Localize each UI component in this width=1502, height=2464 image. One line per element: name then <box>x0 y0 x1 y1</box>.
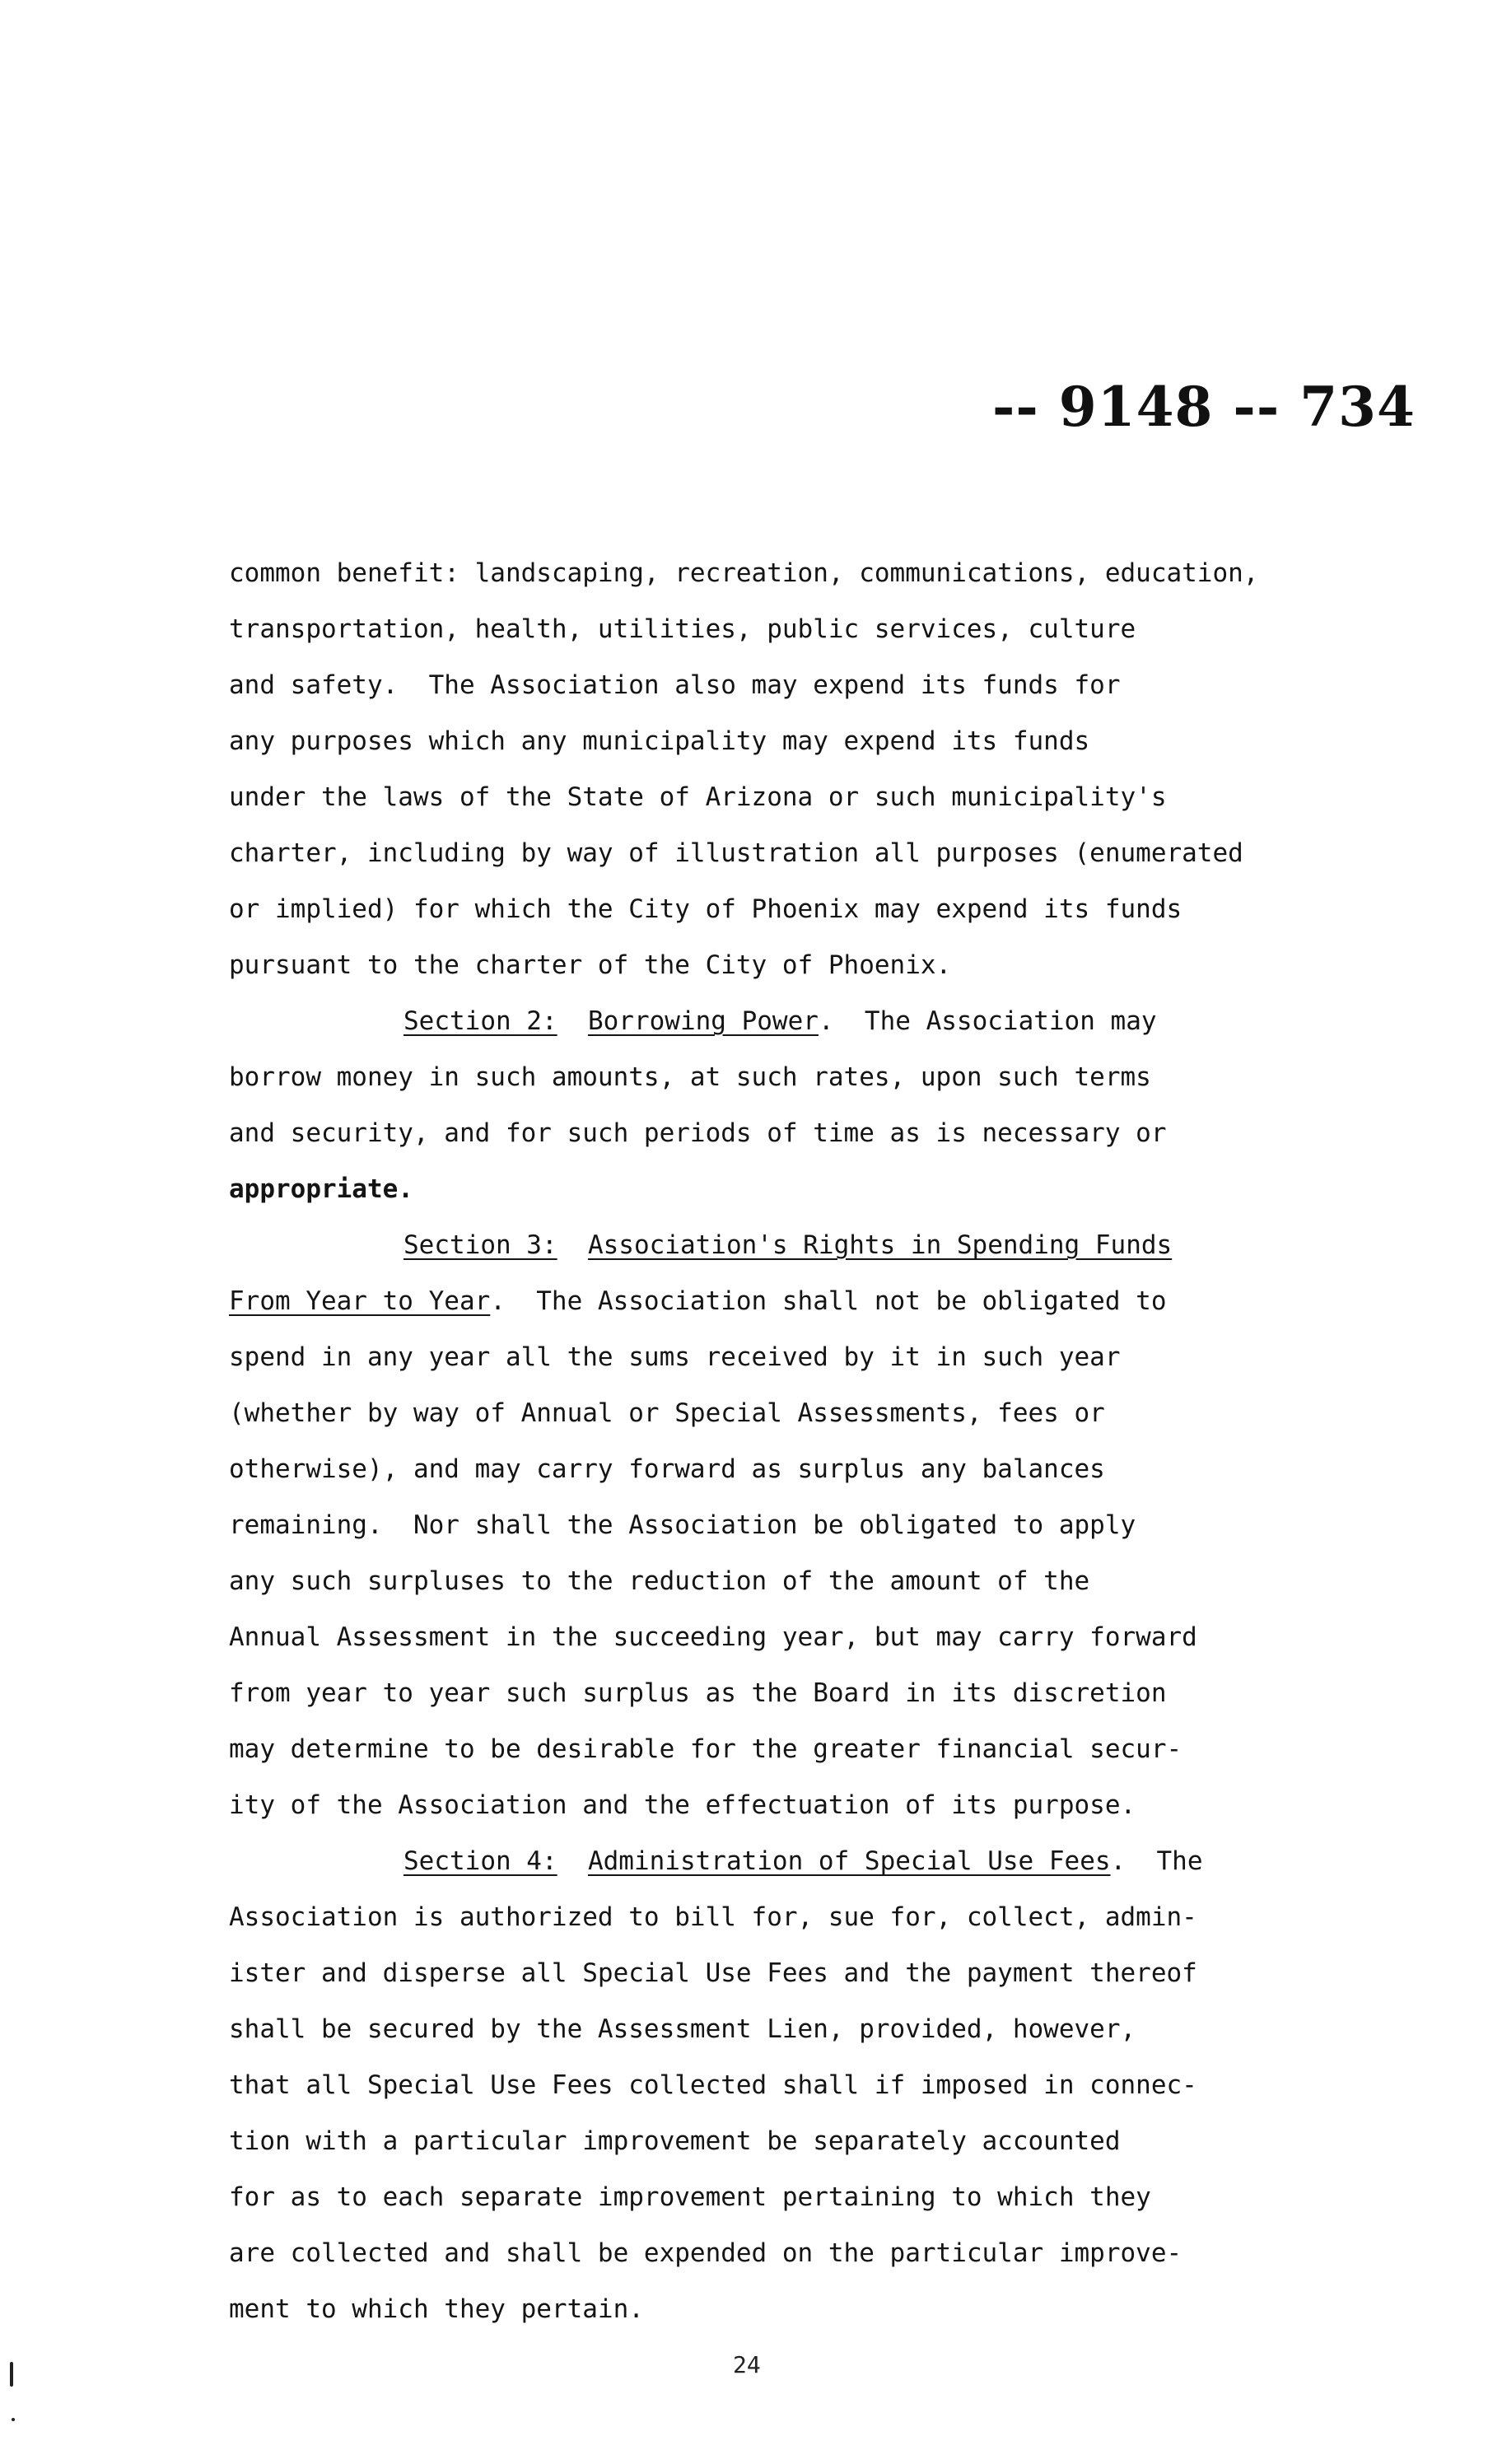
section-4-title: Administration of Special Use Fees <box>587 1846 1111 1876</box>
text-line: borrow money in such amounts, at such rates, upon such terms <box>229 1062 1151 1092</box>
text-line: may determine to be desirable for the greater financial secur- <box>229 1734 1182 1764</box>
text-line: and security, and for such periods of time as is necessary or <box>229 1118 1167 1148</box>
text-line: (whether by way of Annual or Special Assessments, fees or <box>229 1398 1105 1428</box>
text-line: are collected and shall be expended on the particular improve- <box>229 2238 1182 2268</box>
section-2-heading-line <box>229 993 1365 1049</box>
text-line: spend in any year all the sums received by it in such year <box>229 1342 1121 1372</box>
text-line: appropriate. <box>229 1174 413 1204</box>
text-line: ment to which they pertain. <box>229 2294 644 2324</box>
text-line: ity of the Association and the effectuation of its purpose. <box>229 1790 1136 1820</box>
section-4-heading-line <box>229 1833 1365 1889</box>
text-line: for as to each separate improvement pertaining to which they <box>229 2182 1151 2212</box>
text-line: Association is authorized to bill for, sue for, collect, admin- <box>229 1902 1197 1932</box>
text-line: pursuant to the charter of the City of Phoenix. <box>229 950 952 980</box>
text-line: and safety. The Association also may expend its funds for <box>229 670 1121 700</box>
section-2-label: Section 2: <box>403 1006 557 1036</box>
section-3-title-line <box>229 1273 1365 1329</box>
section-4-text: . The <box>1110 1846 1203 1876</box>
text-line: under the laws of the State of Arizona or such municipality's <box>229 782 1167 812</box>
text-line: or implied) for which the City of Phoenix may expend its funds <box>229 894 1182 924</box>
text-line: any purposes which any municipality may expend its funds <box>229 726 1090 756</box>
text-line: any such surpluses to the reduction of the amount of the <box>229 1566 1090 1596</box>
section-2-title: Borrowing Power <box>587 1006 819 1036</box>
text-line: charter, including by way of illustration all purposes (enumerated <box>229 838 1243 868</box>
text-line: from year to year such surplus as the Board in its discretion <box>229 1678 1167 1708</box>
text-line: tion with a particular improvement be separately accounted <box>229 2126 1121 2156</box>
section-2-text: . The Association may <box>818 1006 1157 1036</box>
text-line: that all Special Use Fees collected shall if imposed in connec- <box>229 2070 1197 2100</box>
section-3-text: . The Association shall not be obligated to <box>490 1286 1167 1316</box>
text-line: Annual Assessment in the succeeding year, but may carry forward <box>229 1622 1197 1652</box>
section-3-title-continued: From Year to Year <box>229 1286 491 1316</box>
section-3-title: Association's Rights in Spending Funds <box>587 1230 1173 1260</box>
section-3-label: Section 3: <box>403 1230 557 1260</box>
document-body <box>229 545 1365 2337</box>
scan-speck <box>12 2418 15 2421</box>
page-number: 24 <box>733 2351 761 2378</box>
text-line: remaining. Nor shall the Association be obligated to apply <box>229 1510 1136 1540</box>
text-line: transportation, health, utilities, public services, culture <box>229 614 1136 644</box>
text-line: otherwise), and may carry forward as surplus any balances <box>229 1454 1105 1484</box>
section-4-label: Section 4: <box>403 1846 557 1876</box>
text-line: ister and disperse all Special Use Fees and the payment thereof <box>229 1958 1197 1988</box>
scan-speck <box>10 2362 13 2387</box>
text-line: shall be secured by the Assessment Lien, provided, however, <box>229 2014 1136 2044</box>
recording-number: -- 9148 -- 734 <box>992 375 1416 439</box>
section-3-heading-line <box>229 1217 1365 1273</box>
text-line: common benefit: landscaping, recreation, communications, education, <box>229 558 1259 588</box>
